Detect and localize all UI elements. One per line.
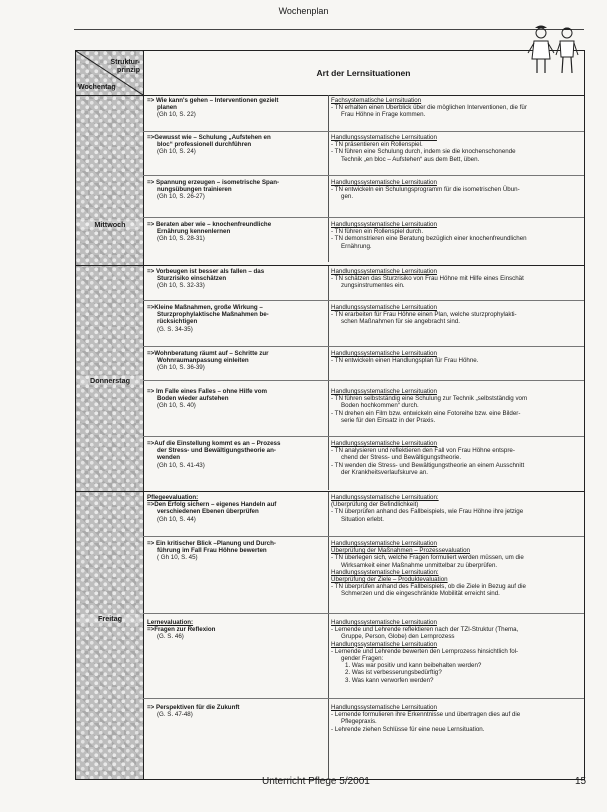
table-title: Art der Lernsituationen (316, 68, 411, 78)
situation-text: gender Fragen: (341, 655, 384, 663)
row-ref: (Gh 10, S. 24) (157, 148, 196, 156)
situation-type: Handlungssystematische Lernsituation (331, 268, 437, 275)
row-divider (143, 300, 584, 301)
situation-type: Handlungssystematische Lernsituation (331, 640, 437, 648)
situation-text: Frau Höhne in Frage kommen. (341, 111, 426, 119)
situation-type: Handlungssystematische Lernsituation: (331, 568, 439, 576)
row-title: => Ein kritischer Blick –Planung und Durch- (147, 540, 276, 547)
row-divider (143, 698, 584, 699)
situation-text: - TN demonstrieren eine Beratung bezüglich einer knochenfreundlichen (331, 235, 527, 243)
section-freitag (76, 491, 584, 780)
situation-text: Ernährung. (341, 242, 372, 250)
situation-text: - Lernende und Lehrende reflektieren nach der TZI-Struktur (Thema, (331, 626, 519, 634)
situation-text: - TN führen selbstständig eine Schulung zur Technik „selbstständig vom (331, 395, 528, 403)
row-ref: ( Gh 10, S. 45) (157, 554, 198, 562)
table-row (143, 386, 584, 434)
row-divider (143, 536, 584, 537)
situation-text: - TN drehen ein Film bzw. entwickeln eine Fotoreihe bzw. eine Bilder- (331, 409, 521, 417)
row-ref: (G. S. 47-48) (157, 711, 193, 719)
situation-type: Handlungssystematische Lernsituation (331, 704, 437, 711)
row-title: => Im Falle eines Falles – ohne Hilfe vom (147, 388, 268, 395)
situation-subtype: Überprüfung der Maßnahmen – Prozessevaluation (331, 547, 470, 555)
row-title-cont: bloc“ professionell durchführen (157, 141, 252, 149)
day-label-donnerstag: Donnerstag (80, 376, 140, 385)
situation-question: 2. Was ist verbesserungsbedürftig? (345, 669, 442, 677)
situation-text: zungsinstrumentes ein. (341, 282, 405, 290)
situation-type: Handlungssystematische Lernsituation (331, 440, 437, 447)
table-row (143, 132, 584, 174)
table-row (143, 95, 584, 131)
page-header-title: Wochenplan (278, 6, 329, 16)
row-title-cont: führung im Fall Frau Höhne bewerten (157, 547, 267, 555)
situation-text: Wirksamkeit einer Maßnahme unmittelbar zu überprüfen. (341, 561, 498, 569)
situation-text: Boden hochkommen“ durch. (341, 402, 419, 410)
row-divider (143, 613, 584, 614)
table-header (76, 51, 584, 96)
situation-type: Fachsystematische Lernsituation (331, 97, 422, 104)
row-title: =>Fragen zur Reflexion (147, 626, 216, 634)
row-title-cont: Sturzprophylaktische Maßnahmen be- (157, 311, 269, 319)
situation-text: gen. (341, 193, 354, 201)
situation-text: Technik „en bloc – Aufstehen“ aus dem Bett, üben. (341, 155, 480, 163)
row-title-cont: wenden (157, 454, 181, 462)
row-title: => Vorbeugen ist besser als fallen – das (147, 268, 265, 275)
row-title: =>Kleine Maßnahmen, große Wirkung – (147, 304, 263, 311)
situation-subtype: Überprüfung der Ziele – Produktevaluation (331, 576, 448, 584)
situation-text: - TN entwickeln ein Schulungsprogramm für die isometrischen Übun- (331, 186, 520, 194)
situation-text: der Krankheitsverlaufskurve an. (341, 468, 429, 476)
row-title-cont: Ernährung kennenlernen (157, 228, 231, 236)
section-donnerstag (76, 265, 584, 490)
row-ref: (Gh 10, S. 26-27) (157, 193, 205, 201)
table-row (143, 219, 584, 261)
situation-type: Handlungssystematische Lernsituation (331, 388, 437, 395)
situation-type: Handlungssystematische Lernsituation (331, 540, 437, 547)
situation-text: Situation erlebt. (341, 515, 384, 523)
situation-text: - Lehrende ziehen Schlüsse für eine neue Lernsituation. (331, 725, 485, 733)
situation-text: Pflegepraxis. (341, 718, 377, 726)
row-title-cont: Wohnraumanpassung einleiten (157, 357, 249, 365)
situation-type: Handlungssystematische Lernsituation (331, 134, 437, 141)
row-title-cont: rücksichtigen (157, 318, 198, 326)
row-ref: (Gh 10, S. 22) (157, 111, 196, 119)
row-title: =>Gewusst wie – Schulung „Aufstehen en (147, 134, 271, 141)
row-title-cont: nungsübungen trainieren (157, 186, 232, 194)
row-title: => Perspektiven für die Zukunft (147, 704, 240, 711)
table-row (143, 617, 584, 697)
row-title: =>Den Erfolg sichern – eigenes Handeln auf (147, 501, 277, 509)
structure-label: Struktur- prinzip (110, 59, 140, 74)
situation-text: - TN führen eine Schulung durch, indem sie die knochenschonende (331, 148, 516, 156)
weekday-label: Wochentag (78, 84, 116, 91)
plan-table (75, 50, 585, 780)
table-row (143, 538, 584, 610)
table-row (143, 302, 584, 344)
footer-title: Unterricht Pflege 5/2001 (262, 776, 370, 787)
row-title-cont: planen (157, 104, 177, 112)
row-title-cont: der Stress- und Bewältigungstheorie an- (157, 447, 276, 455)
situation-type: Handlungssystematische Lernsituation (331, 221, 437, 228)
table-row (143, 438, 584, 490)
row-ref: (Gh 10, S. 44) (157, 515, 196, 523)
row-divider (143, 175, 584, 176)
situation-text: serie für den Einsatz in der Praxis. (341, 416, 436, 424)
row-divider (143, 346, 584, 347)
row-ref: (Gh 10, S. 40) (157, 402, 196, 410)
table-row (143, 492, 584, 534)
situation-text: - TN überprüfen anhand des Fallbeispiels, wie Frau Höhne ihre jetzige (331, 508, 524, 516)
row-ref: (G. S. 34-35) (157, 325, 193, 333)
row-title-cont: verschiedenen Ebenen überprüfen (157, 508, 259, 516)
situation-question: 1. Was war positiv und kann beibehalten werden? (345, 662, 482, 670)
row-title-cont: Sturzrisiko einschätzen (157, 275, 227, 283)
row-ref: (Gh 10, S. 41-43) (157, 461, 205, 469)
situation-text: - TN überprüfen anhand des Fallbeispiels, ob die Ziele in Bezug auf die (331, 583, 526, 591)
situation-text: - Lernende und Lehrende bewerten den Lernprozess hinsichtlich fol- (331, 647, 519, 655)
row-title: => Wie kann's gehen – Interventionen gezielt (147, 97, 279, 104)
situation-text: - TN entwickeln einen Handlungsplan für Frau Höhne. (331, 357, 479, 365)
situation-type: Handlungssystematische Lernsituation (331, 619, 437, 626)
situation-text: (Überprüfung der Befindlichkeit) (331, 501, 419, 509)
header-rule (74, 29, 584, 30)
row-ref: (Gh 10, S. 36-39) (157, 364, 205, 372)
situation-text: - TN überlegen sich, welche Fragen formuliert werden müssen, um die (331, 554, 524, 562)
row-category: Pflegeevaluation: (147, 494, 199, 501)
situation-text: Schmerzen und die eingeschränkte Mobilität erreicht sind. (341, 590, 500, 598)
table-row (143, 177, 584, 217)
situation-question: 3. Was kann verworfen werden? (345, 676, 434, 684)
row-title-cont: Boden wieder aufstehen (157, 395, 229, 403)
table-row (143, 348, 584, 378)
row-title: => Spannung erzeugen – isometrische Span- (147, 179, 280, 186)
page-number: 15 (575, 776, 587, 787)
situation-text: - TN erhalten einen Überblick über die möglichen Interventionen, die für (331, 104, 527, 112)
situation-text: - TN führen ein Rollenspiel durch. (331, 228, 424, 236)
situation-type: Handlungssystematische Lernsituation (331, 179, 437, 186)
situation-type: Handlungssystematische Lernsituation (331, 304, 437, 311)
situation-text: - TN präsentieren ein Rollenspiel. (331, 141, 423, 149)
situation-text: - TN analysieren und reflektieren den Fall von Frau Höhne entspre- (331, 447, 515, 455)
table-row (143, 266, 584, 300)
row-title: =>Auf die Einstellung kommt es an – Prozess (147, 440, 281, 447)
row-ref: (Gh 10, S. 32-33) (157, 282, 205, 290)
row-category: Lernevaluation: (147, 619, 194, 626)
situation-text: - TN schätzen das Sturzrisiko von Frau Höhne mit Hilfe eines Einschät (331, 275, 524, 283)
section-mittwoch (76, 95, 584, 262)
situation-type: Handlungssystematische Lernsituation (331, 350, 437, 357)
row-title: =>Wohnberatung räumt auf – Schritte zur (147, 350, 269, 357)
situation-type: Handlungssystematische Lernsituation: (331, 494, 439, 501)
situation-text: chend der Stress- und Bewältigungstheorie. (341, 454, 462, 462)
table-row (143, 702, 584, 742)
row-divider (143, 380, 584, 381)
situation-text: - Lernende formulieren ihre Erkenntnisse und übertragen dies auf die (331, 711, 521, 719)
situation-text: - TN wenden die Stress- und Bewältigungstheorie an einem Ausschnitt (331, 461, 525, 469)
row-divider (143, 436, 584, 437)
situation-text: Gruppe, Person, Globe) den Lernprozess (341, 633, 455, 641)
row-title: => Beraten aber wie – knochenfreundliche (147, 221, 272, 228)
people-figures-icon (525, 23, 585, 78)
row-divider (143, 217, 584, 218)
situation-text: schen Maßnahmen für sie angebracht sind. (341, 318, 461, 326)
row-ref: (G. S. 46) (157, 633, 184, 641)
day-label-freitag: Freitag (80, 614, 140, 623)
situation-text: - TN erarbeiten für Frau Höhne einen Plan, welche sturzprophylakti- (331, 311, 517, 319)
day-label-mittwoch: Mittwoch (80, 220, 140, 229)
row-ref: (Gh 10, S. 28-31) (157, 235, 205, 243)
